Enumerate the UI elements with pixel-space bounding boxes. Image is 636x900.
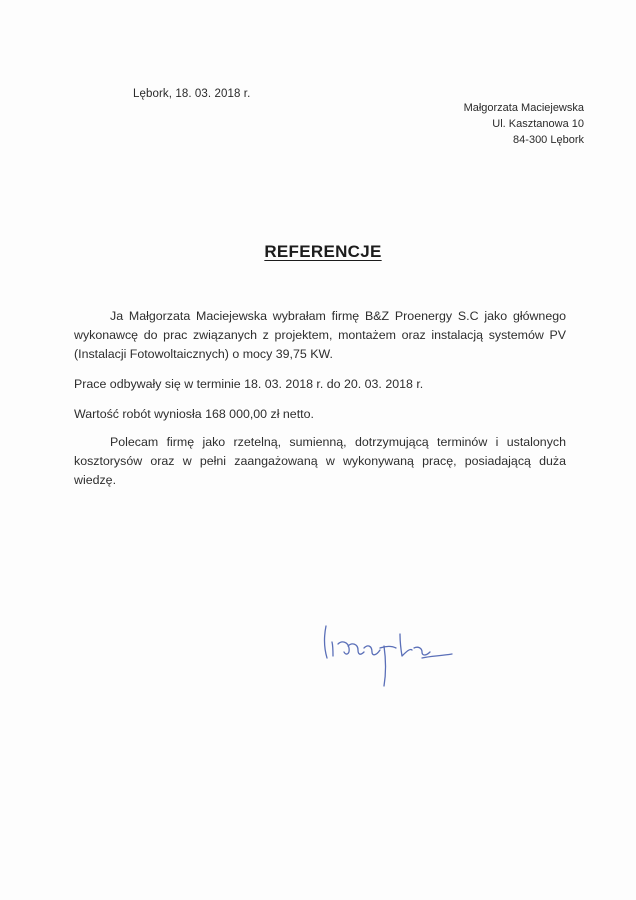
paragraph-contractor: Ja Małgorzata Maciejewska wybrałam firmę B&Z Proenergy S.C jako głównego wykonawcę do prac związanych z projektem, montażem oraz instalacją systemów PV (Instalacji Fotowoltaicznych) o mocy 39,75 KW. xyxy=(74,309,566,361)
letter-body xyxy=(74,307,566,490)
sender-name: Małgorzata Maciejewska xyxy=(463,102,584,114)
sender-address xyxy=(464,100,584,148)
paragraph-recommendation: Polecam firmę jako rzetelną, sumienną, dotrzymującą terminów i ustalonych kosztorysów oraz w pełni zaangażowaną w wykonywaną pracę, posiadającą duża wiedzę. xyxy=(74,435,566,487)
paragraph-value: Wartość robót wyniosła 168 000,00 zł netto. xyxy=(74,407,314,421)
letter-title: REFERENCJE xyxy=(264,242,382,261)
paragraph-dates: Prace odbywały się w terminie 18. 03. 2018 r. do 20. 03. 2018 r. xyxy=(74,377,424,391)
sender-city: 84-300 Lębork xyxy=(513,134,584,146)
place-date: Lębork, 18. 03. 2018 r. xyxy=(133,88,251,100)
handwritten-signature xyxy=(318,612,458,692)
sender-street: Ul. Kasztanowa 10 xyxy=(492,118,584,130)
